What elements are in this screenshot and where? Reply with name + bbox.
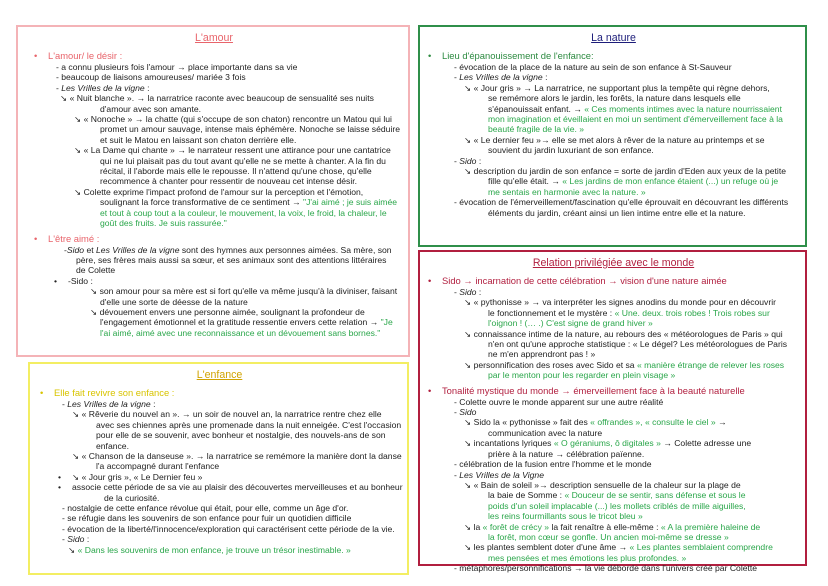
- note-text: père, ses frères mais aussi sa sœur, et ses animaux sont des attentions littéraires: [76, 254, 387, 265]
- note-line: [38, 409, 401, 419]
- section-title-nature: La nature: [591, 32, 636, 44]
- quote-text: l'ai aimé, aimé avec une reconnaissance et un dévouement sans bornes.": [100, 327, 381, 338]
- note-line: [26, 307, 402, 317]
- heading-line: [428, 50, 799, 62]
- note-text: enfance.: [96, 440, 129, 451]
- note-line: [428, 72, 799, 82]
- note-text: ↘ « Nonoche » → la chatte (qui s'occupe de son chaton) rencontre un Matou qui lui: [74, 114, 392, 125]
- quote-text: « A la première haleine de: [660, 521, 761, 532]
- quote-text: "Je: [380, 317, 393, 328]
- note-line: [38, 503, 401, 513]
- note-line: [26, 156, 402, 166]
- note-line: [26, 93, 402, 103]
- title-text: Sido: [66, 244, 85, 255]
- note-line: [26, 145, 402, 155]
- note-text: la baie de Somme :: [488, 490, 565, 501]
- note-line: [38, 420, 401, 430]
- note-text: fille qu'elle était. →: [488, 176, 563, 187]
- title-text: Les Vrilles de la vigne: [459, 72, 543, 83]
- quote-text: les reins fourmillants sous le tricot bleu »: [488, 511, 643, 522]
- note-line: [38, 451, 401, 461]
- note-text: ↘ la: [464, 521, 483, 532]
- section-body-amour: [26, 50, 402, 338]
- quote-text: par le menton pour les regarder en plein visage »: [488, 370, 676, 381]
- note-line: [428, 553, 799, 563]
- note-text: ↘ personnification des roses avec Sido et sa: [464, 359, 637, 370]
- note-text: :: [144, 82, 150, 93]
- bullet-icon: •: [54, 275, 58, 286]
- note-line: [38, 472, 401, 482]
- note-text: :: [84, 534, 90, 545]
- note-line: [428, 349, 799, 359]
- note-line: [428, 532, 799, 542]
- note-text: -: [454, 287, 460, 297]
- note-text: :: [150, 399, 156, 409]
- section-relation: [418, 250, 807, 574]
- bullet-icon: •: [34, 50, 38, 61]
- note-line: [428, 83, 799, 93]
- quote-text: « Ces moments intimes avec la nature nourrissaient: [584, 103, 782, 114]
- note-line: [26, 135, 402, 145]
- note-line: [428, 490, 799, 500]
- note-text: Sido → incarnation de cette célébration → vision d'une nature aimée: [442, 275, 727, 286]
- quote-text: mon imagination et éveillaient en moi un sentiment d'émerveillement face à la: [488, 114, 783, 125]
- note-line: [428, 480, 799, 490]
- note-line: [38, 513, 401, 523]
- note-text: n'en ont qu'une approche statistique : « Le dégel? Les météorologues de Paris: [488, 339, 788, 350]
- title-text: Les Vrilles de la vigne: [96, 244, 180, 255]
- note-text: de Colette: [76, 265, 116, 276]
- quote-text: et tout à coup tout a la couleur, le mouvement, la voix, le froid, la chaleur, le: [100, 207, 387, 218]
- note-line: [38, 545, 401, 555]
- bullet-icon: •: [40, 387, 44, 398]
- note-text: - nostalgie de cette enfance révolue qui était, pour elle, comme un âge d'or.: [62, 503, 349, 514]
- note-line: [428, 449, 799, 459]
- note-line: [26, 255, 402, 265]
- quote-text: mes pensées et mes émotions les plus profondes. »: [488, 552, 687, 563]
- note-line: [26, 176, 402, 186]
- title-text: Sido: [67, 534, 85, 545]
- note-text: qui ne lui plaisait pas du tout avant qu'elle ne se mette à chanter. A la fin du: [100, 155, 386, 166]
- note-text: - Colette ouvre le monde apparent sur une autre réalité: [454, 396, 664, 407]
- note-line: [26, 286, 402, 296]
- title-text: Sido: [459, 407, 477, 418]
- bullet-icon: •: [34, 232, 38, 244]
- note-text: recommence à chanter pour ressentir de nouveau cet intense désir.: [100, 176, 358, 187]
- quote-text: « offrandes », « consulte le ciel »: [590, 417, 716, 428]
- title-text: Les Vrilles de la vigne: [67, 399, 151, 409]
- note-line: [428, 511, 799, 521]
- note-text: ↘ « Jour gris » → La narratrice, ne supportant plus la tempête qui règne dehors,: [464, 82, 770, 93]
- quote-text: « Les plantes semblaient comprendre: [629, 542, 773, 553]
- note-text: la fait renaître à elle-même :: [549, 521, 661, 532]
- note-line: [38, 524, 401, 534]
- note-text: ↘ « Nuit blanche ». → la narratrice raconte avec beaucoup de sensualité ses nuits: [60, 93, 374, 104]
- note-line: [38, 441, 401, 451]
- note-line: [26, 265, 402, 275]
- note-text: soulignant la force transformative de ce sentiment →: [100, 197, 304, 208]
- note-text: ↘ Colette exprime l'impact profond de l'amour sur la perception et l'émotion,: [74, 186, 364, 197]
- note-line: [428, 62, 799, 72]
- heading-line: [26, 233, 402, 245]
- note-text: → Colette adresse une: [660, 438, 752, 449]
- note-line: [428, 339, 799, 349]
- note-line: [428, 459, 799, 469]
- note-line: [26, 114, 402, 124]
- note-text: l'engagement émotionnel et la gratitude ressentie envers cette relation →: [100, 317, 381, 328]
- note-text: :: [476, 287, 482, 297]
- note-text: communication avec la nature: [488, 427, 603, 438]
- quote-text: « Une. deux. trois robes ! Trois robes sur: [614, 307, 770, 318]
- heading-line: [428, 385, 799, 397]
- note-text: s'épanouissait enfant. →: [488, 103, 585, 114]
- quote-text: beauté fragile de la vie. »: [488, 124, 585, 135]
- note-text: ↘ « Bain de soleil »→ description sensuelle de la chaleur sur la plage de: [464, 479, 741, 490]
- note-text: prière à la nature → célébration païenne.: [488, 448, 645, 459]
- note-line: [38, 461, 401, 471]
- note-line: [26, 187, 402, 197]
- note-text: - se réfugie dans les souvenirs de son enfance pour fuir un quotidien difficile: [62, 513, 352, 524]
- quote-text: poids d'un soleil implacable (...) les mollets criblés de mille aiguilles,: [488, 500, 746, 511]
- note-text: Tonalité mystique du monde → émerveillement face à la beauté naturelle: [442, 384, 745, 396]
- note-line: [428, 501, 799, 511]
- section-title-relation: Relation privilégiée avec le monde: [532, 257, 695, 269]
- note-line: [428, 318, 799, 328]
- note-text: -: [454, 72, 460, 83]
- quote-text: la forêt, mon cœur se gonfle. Un ancien moi-même se dresse »: [488, 531, 729, 542]
- note-text: ↘ les plantes semblent doter d'une âme →: [464, 542, 630, 553]
- quote-text: me sentais en harmonie avec la nature. »: [488, 186, 646, 197]
- note-text: ↘: [68, 544, 78, 555]
- heading-line: [428, 275, 799, 287]
- note-text: l'a accompagné durant l'enfance: [96, 461, 220, 472]
- section-enfance: [28, 362, 409, 575]
- note-text: -: [62, 534, 68, 545]
- note-text: ↘ « Jour gris », « Le Dernier feu »: [72, 471, 203, 482]
- note-text: éléments du jardin, créant ainsi un lien intime entre elle et la nature.: [488, 207, 746, 218]
- note-text: pour elle de se souvenir, avec bonheur et nostalgie, des nouvels-ans de son: [96, 430, 386, 441]
- note-text: L'amour/ le désir :: [48, 50, 123, 61]
- note-text: →: [715, 417, 727, 428]
- note-text: ↘ description du jardin de son enfance = sorte de jardin d'Eden aux yeux de la petite: [464, 166, 787, 177]
- note-text: - évocation de la place de la nature au sein de son enfance à St-Sauveur: [454, 62, 732, 72]
- note-text: ↘ son amour pour sa mère est si fort qu'elle va même jusqu'à la diviniser, faisant: [90, 286, 398, 297]
- note-line: [428, 522, 799, 532]
- note-line: [428, 208, 799, 218]
- note-text: -: [454, 155, 460, 166]
- note-text: le fonctionnement et le mystère :: [488, 307, 615, 318]
- note-line: [38, 534, 401, 544]
- section-body-nature: [428, 50, 799, 218]
- note-line: [428, 93, 799, 103]
- note-line: [428, 104, 799, 114]
- note-line: [428, 297, 799, 307]
- note-line: [428, 156, 799, 166]
- note-line: [428, 370, 799, 380]
- note-text: avec ses chiennes après une promenade dans la nuit enneigée. C'est l'occasion: [96, 419, 402, 430]
- note-text: -: [64, 244, 67, 255]
- quote-text: « Les jardins de mon enfance étaient (...) un refuge où je: [562, 176, 779, 187]
- note-text: :: [476, 155, 482, 166]
- note-line: [428, 542, 799, 552]
- title-text: Sido: [459, 287, 477, 297]
- note-line: [428, 428, 799, 438]
- note-text: ↘ dévouement envers une personne aimée, soulignant la profondeur de: [90, 306, 365, 317]
- note-text: de la curiosité.: [104, 492, 160, 503]
- note-line: [26, 208, 402, 218]
- note-text: - métaphores/personnifications → la vie déborde dans l'univers créé par Colette: [454, 563, 758, 574]
- note-text: d'amour avec son amante.: [100, 103, 202, 114]
- quote-text: "J'ai aimé ; je suis aimée: [303, 197, 398, 208]
- note-line: [428, 308, 799, 318]
- note-text: - évocation de l'émerveillement/fascination qu'elle éprouvait en découvrant les différents: [454, 197, 789, 208]
- bullet-icon: •: [428, 50, 432, 61]
- note-text: ↘ Sido la « pythonisse » fait des: [464, 417, 591, 428]
- note-text: -: [62, 399, 68, 409]
- note-line: [26, 218, 402, 228]
- bullet-icon: •: [428, 384, 432, 396]
- quote-text: « O géraniums, ô digitales »: [553, 438, 661, 449]
- note-text: se remémore alors le jardin, les forêts, la nature dans lesquels elle: [488, 93, 741, 104]
- section-nature: [418, 25, 807, 247]
- section-amour: [16, 25, 410, 357]
- note-line: [428, 145, 799, 155]
- note-line: [26, 328, 402, 338]
- note-text: souvient du jardin luxuriant de son enfance.: [488, 145, 654, 156]
- note-line: [26, 166, 402, 176]
- section-title-enfance: L'enfance: [196, 369, 243, 381]
- note-line: [428, 287, 799, 297]
- note-line: [428, 417, 799, 427]
- bullet-icon: •: [58, 471, 62, 482]
- quote-text: « manière étrange de relever les roses: [636, 359, 785, 370]
- note-line: [38, 430, 401, 440]
- note-text: ↘ « La Dame qui chante » → le narrateur ressent une attirance pour une cantatrice: [74, 145, 391, 156]
- note-line: [428, 187, 799, 197]
- note-line: [428, 360, 799, 370]
- note-line: [428, 197, 799, 207]
- note-text: ↘ « Le dernier feu »→ elle se met alors à rêver de la nature au printemps et se: [464, 134, 765, 145]
- note-line: [26, 62, 402, 72]
- note-line: [38, 482, 401, 492]
- note-line: [428, 470, 799, 480]
- note-text: récital, il l'aborde mais elle le repousse. Il n'attend qu'une chose, qu'elle: [100, 166, 372, 177]
- section-body-enfance: [38, 387, 401, 555]
- note-line: [428, 407, 799, 417]
- note-text: - beaucoup de liaisons amoureuses/ mariée 3 fois: [56, 72, 246, 83]
- note-line: [428, 397, 799, 407]
- note-text: L'être aimé :: [48, 232, 100, 244]
- note-line: [428, 438, 799, 448]
- quote-text: l'oignon ! (… .) C'est signe de grand hiver »: [488, 318, 653, 329]
- heading-line: [26, 50, 402, 62]
- title-text: Les Vrilles de la vigne: [61, 82, 145, 93]
- note-text: - a connu plusieurs fois l'amour → place importante dans sa vie: [56, 62, 298, 72]
- note-text: sont des hymnes aux personnes aimées. Sa mère, son: [179, 244, 392, 255]
- note-line: [26, 72, 402, 82]
- note-text: d'elle une sorte de déesse de la nature: [100, 296, 248, 307]
- note-text: -: [56, 82, 62, 93]
- section-body-relation: [428, 275, 799, 574]
- note-text: et: [84, 244, 97, 255]
- note-line: [26, 317, 402, 327]
- quote-text: « Dans les souvenirs de mon enfance, je trouve un trésor inestimable. »: [77, 544, 351, 555]
- note-line: [428, 329, 799, 339]
- note-text: Elle fait revivre son enfance :: [54, 387, 175, 398]
- quote-text: « forêt de crécy »: [482, 521, 550, 532]
- note-text: -Sido :: [68, 275, 93, 286]
- note-line: [26, 276, 402, 286]
- note-text: ne m'en apprendront pas ! »: [488, 349, 596, 360]
- note-line: [26, 297, 402, 307]
- note-line: [38, 493, 401, 503]
- note-line: [26, 104, 402, 114]
- note-line: [26, 83, 402, 93]
- note-text: - évocation de la liberté/l'innocence/exploration qui caractérisent cette période de la vie.: [62, 523, 395, 534]
- section-title-amour: L'amour: [195, 32, 233, 44]
- note-line: [428, 166, 799, 176]
- note-text: - célébration de la fusion entre l'homme et le monde: [454, 459, 652, 470]
- note-text: :: [542, 72, 548, 83]
- title-text: Sido: [459, 155, 477, 166]
- note-line: [428, 176, 799, 186]
- note-line: [26, 245, 402, 255]
- bullet-icon: •: [428, 275, 432, 286]
- note-line: [38, 399, 401, 409]
- heading-line: [38, 387, 401, 399]
- note-text: associe cette période de sa vie au plaisir des découvertes merveilleuses et au bonheur: [72, 482, 403, 493]
- note-text: Lieu d'épanouissement de l'enfance:: [442, 50, 594, 61]
- note-text: ↘ incantations lyriques: [464, 438, 554, 449]
- note-text: ↘ « Chanson de la danseuse ». → la narratrice se remémore la manière dont la danse: [72, 451, 402, 462]
- quote-text: « Douceur de se sentir, sans défense et sous le: [564, 490, 746, 501]
- note-text: et suit le Matou en laissant son chaton derrière elle.: [100, 134, 297, 145]
- note-line: [428, 114, 799, 124]
- quote-text: goût des fruits. Je suis rassurée.": [100, 218, 227, 229]
- note-text: ↘ « pythonisse » → va interpréter les signes anodins du monde pour en découvrir: [464, 297, 776, 308]
- bullet-icon: •: [58, 482, 62, 493]
- note-text: -: [454, 407, 460, 418]
- note-line: [428, 563, 799, 573]
- note-text: -: [454, 469, 460, 480]
- note-line: [428, 124, 799, 134]
- note-text: ↘ connaissance intime de la nature, au rebours des « météorologues de Paris » qui: [464, 328, 783, 339]
- note-line: [26, 124, 402, 134]
- note-line: [428, 135, 799, 145]
- title-text: Les Vrilles de la Vigne: [459, 469, 544, 480]
- note-line: [26, 197, 402, 207]
- note-text: promet un amour sauvage, intense mais éphémère. Nonoche se laisse séduire: [100, 124, 400, 135]
- note-text: ↘ « Rêverie du nouvel an ». → un soir de nouvel an, la narratrice rentre chez elle: [72, 409, 382, 420]
